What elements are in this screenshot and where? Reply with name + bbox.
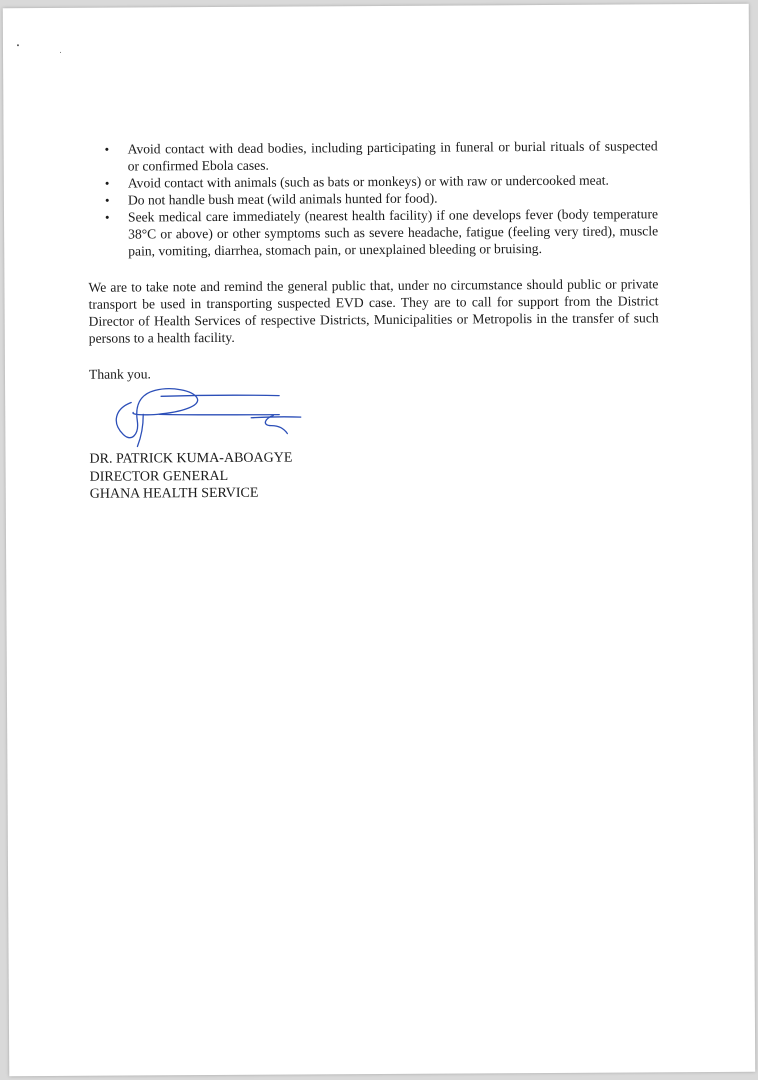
letter-body (88, 137, 660, 503)
signature-image (101, 383, 301, 448)
bullet-icon: • (104, 141, 110, 157)
document-page (3, 4, 756, 1077)
list-item-text: Avoid contact with animals (such as bats or monkeys) or with raw or undercooked meat. (127, 172, 609, 191)
signatory-block (89, 447, 659, 503)
transport-paragraph: We are to take note and remind the general public that, under no circumstance should public or private transport be used in transporting suspected EVD case. They are to call for support from the District Director of Health Services of respective Districts, Municipalities or Metropolis in the transfer of such persons to a health facility. (88, 276, 659, 346)
list-item-text: Avoid contact with dead bodies, including participating in funeral or burial rituals of suspected or confirmed Ebola cases. (127, 138, 658, 174)
bullet-icon: • (104, 175, 110, 191)
list-item (88, 205, 658, 259)
bullet-icon: • (104, 192, 110, 208)
list-item (88, 137, 658, 174)
signatory-organization: GHANA HEALTH SERVICE (89, 485, 259, 502)
precaution-list (88, 137, 659, 259)
scan-specks (3, 4, 749, 9)
list-item-text: Do not handle bush meat (wild animals hunted for food). (127, 190, 438, 208)
closing-text: Thank you. (88, 366, 151, 382)
bullet-icon: • (104, 209, 110, 225)
signatory-name: DR. PATRICK KUMA-ABOAGYE (89, 450, 293, 467)
list-item-text: Seek medical care immediately (nearest health facility) if one develops fever (body temperature 38°C or above) or other symptoms such as severe headache, fatigue (feeling very tired), muscle pain, vomiting, diarrhea, stomach pain, or unexplained bleeding or bruising. (127, 206, 659, 259)
signatory-title: DIRECTOR GENERAL (89, 468, 229, 485)
